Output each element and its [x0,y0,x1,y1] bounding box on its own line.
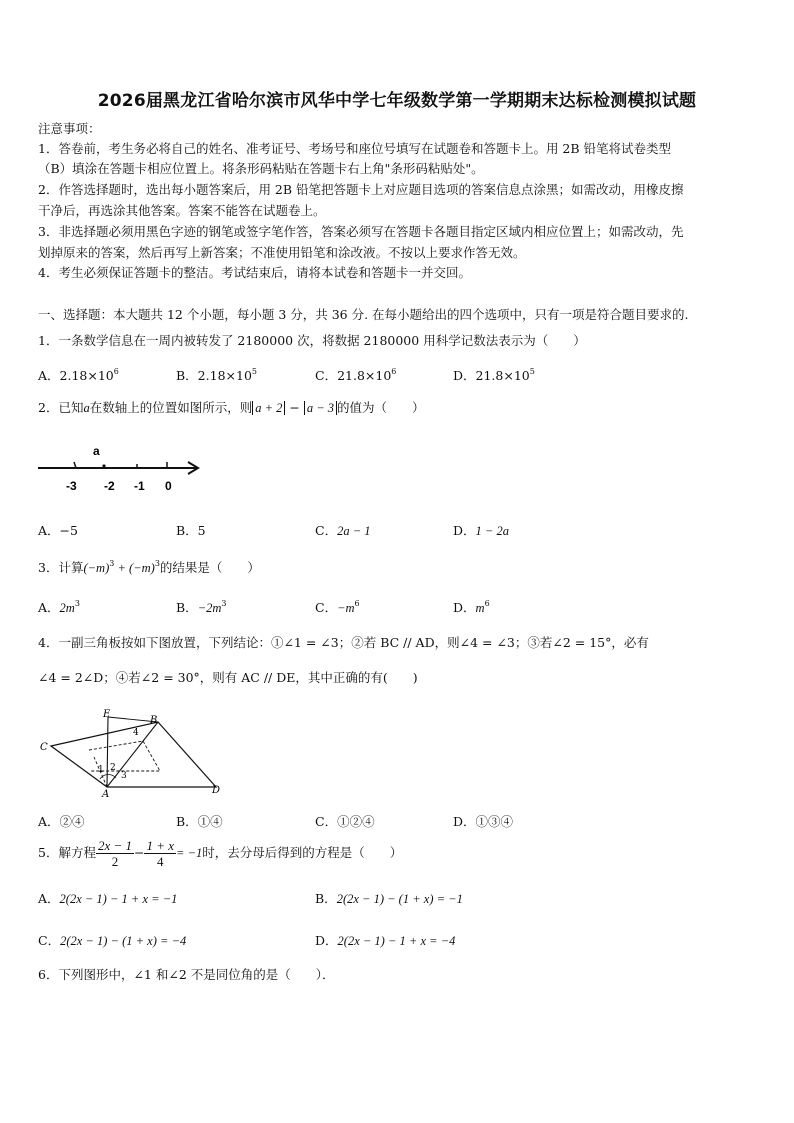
q1-option-b[interactable]: B．$2.18\times 10^5$ [176,367,257,383]
q4-stem-line-2: ∠4 = 2∠D；④若∠2 = 30°，则有 AC // DE，其中正确的有( ) [38,670,418,685]
angle-label-4: 4 [133,728,139,738]
q2-option-b[interactable]: B．5 [176,523,206,538]
q3-stem: 3．计算$(-m)^3 + (-m)^3$的结果是（ ） [38,559,260,575]
fraction-2: $\frac{1 + x}{4}$ [146,838,175,869]
q5-option-d[interactable]: D．2(2x − 1) − 1 + x = −4 [315,933,456,948]
q5-option-c[interactable]: C．2(2x − 1) − (1 + x) = −4 [38,933,187,948]
label-e: E [103,709,111,720]
number-line-figure [36,440,216,500]
tick-label-minus-1: -1 [134,479,145,493]
q2-option-a[interactable]: A．−5 [38,523,78,538]
section-heading: 一、选择题：本大题共 12 个小题，每小题 3 分，共 36 分. 在每小题给出的四个选项中，只有一项是符合题目要求的. [38,307,689,322]
fraction-1: $\frac{2x - 1}{2}$ [97,838,132,869]
q5-stem: 5．解方程 $\frac{2x - 1}{2}$ − $\frac{1 + x}{4}$ = −1时，去分母后得到的方程是（ ） [38,838,403,869]
angle-label-2: 2 [110,763,116,773]
label-d: D [212,785,221,796]
q3-option-b[interactable]: B．$-2m^3$ [176,599,227,615]
q6-stem: 6．下列图形中，∠1 和∠2 不是同位角的是（ ）． [38,967,335,982]
label-c: C [40,742,48,753]
q5-option-b[interactable]: B．2(2x − 1) − (1 + x) = −1 [315,891,463,906]
triangle-figure [36,705,226,800]
notice-item-4: 4．考生必须保证答题卡的整洁。考试结束后，请将本试卷和答题卡一并交回。 [38,265,471,280]
q1-option-c[interactable]: C．$21.8\times 10^6$ [315,367,397,383]
q4-option-d[interactable]: D．①③④ [453,814,514,829]
label-b: B [150,715,158,726]
tick-label-minus-3: -3 [66,479,77,493]
q1-option-d[interactable]: D．$21.8\times 10^5$ [453,367,535,383]
q2-option-d[interactable]: D．1 − 2a [453,523,509,538]
point-a-marker [102,464,105,467]
q1-option-a[interactable]: A．$2.18\times 10^6$ [38,367,119,383]
page-title: 2026届黑龙江省哈尔滨市风华中学七年级数学第一学期期末达标检测模拟试题 [97,91,697,111]
label-a: A [102,789,110,800]
angle-label-1: 1 [98,765,104,775]
q3-option-d[interactable]: D．$m^6$ [453,599,490,615]
q3-option-a[interactable]: A．$2m^3$ [38,599,80,615]
tick-label-minus-2: -2 [104,479,115,493]
q2-stem: 2．已知a在数轴上的位置如图所示，则 a + 2 − a − 3 的值为（ ） [38,400,425,415]
q5-option-a[interactable]: A．2(2x − 1) − 1 + x = −1 [38,891,178,906]
label-a: a [93,444,100,458]
q4-option-c[interactable]: C．①②④ [315,814,375,829]
q4-option-a[interactable]: A．②④ [38,814,85,829]
q4-stem-line-1: 4．一副三角板按如下图放置，下列结论：①∠1 = ∠3；②若 BC // AD，则∠4 = ∠3；③若∠2 = 15°，必有 [38,635,649,650]
line-ae [107,717,108,787]
q1-stem: 1．一条数学信息在一周内被转发了 2180000 次，将数据 2180000 用科学记数法表示为（ ） [38,333,586,348]
notice-item-3a: 3．非选择题必须用黑色字迹的钢笔或签字笔作答，答案必须写在答题卡各题目指定区域内相应位置上；如需改动，先 [38,224,684,239]
q3-option-c[interactable]: C．$-m^6$ [315,599,360,615]
notice-item-1a: 1．答卷前，考生务必将自己的姓名、准考证号、考场号和座位号填写在试题卷和答题卡上。用 2B 铅笔将试卷类型 [38,141,672,156]
tick-label-zero: 0 [165,479,172,493]
q4-option-b[interactable]: B．①④ [176,814,223,829]
notice-item-3b: 划掉原来的答案，然后再写上新答案；不准使用铅笔和涂改液。不按以上要求作答无效。 [38,245,526,260]
q2-option-c[interactable]: C．2a − 1 [315,523,371,538]
notice-item-1b: （B）填涂在答题卡相应位置上。将条形码粘贴在答题卡右上角"条形码粘贴处"。 [38,161,484,176]
notice-heading: 注意事项： [38,121,101,136]
notice-item-2a: 2．作答选择题时，选出每小题答案后，用 2B 铅笔把答题卡上对应题目选项的答案信息点涂黑；如需改动，用橡皮擦 [38,182,684,197]
angle-label-3: 3 [121,771,127,781]
notice-item-2b: 干净后，再选涂其他答案。答案不能答在试题卷上。 [38,203,326,218]
